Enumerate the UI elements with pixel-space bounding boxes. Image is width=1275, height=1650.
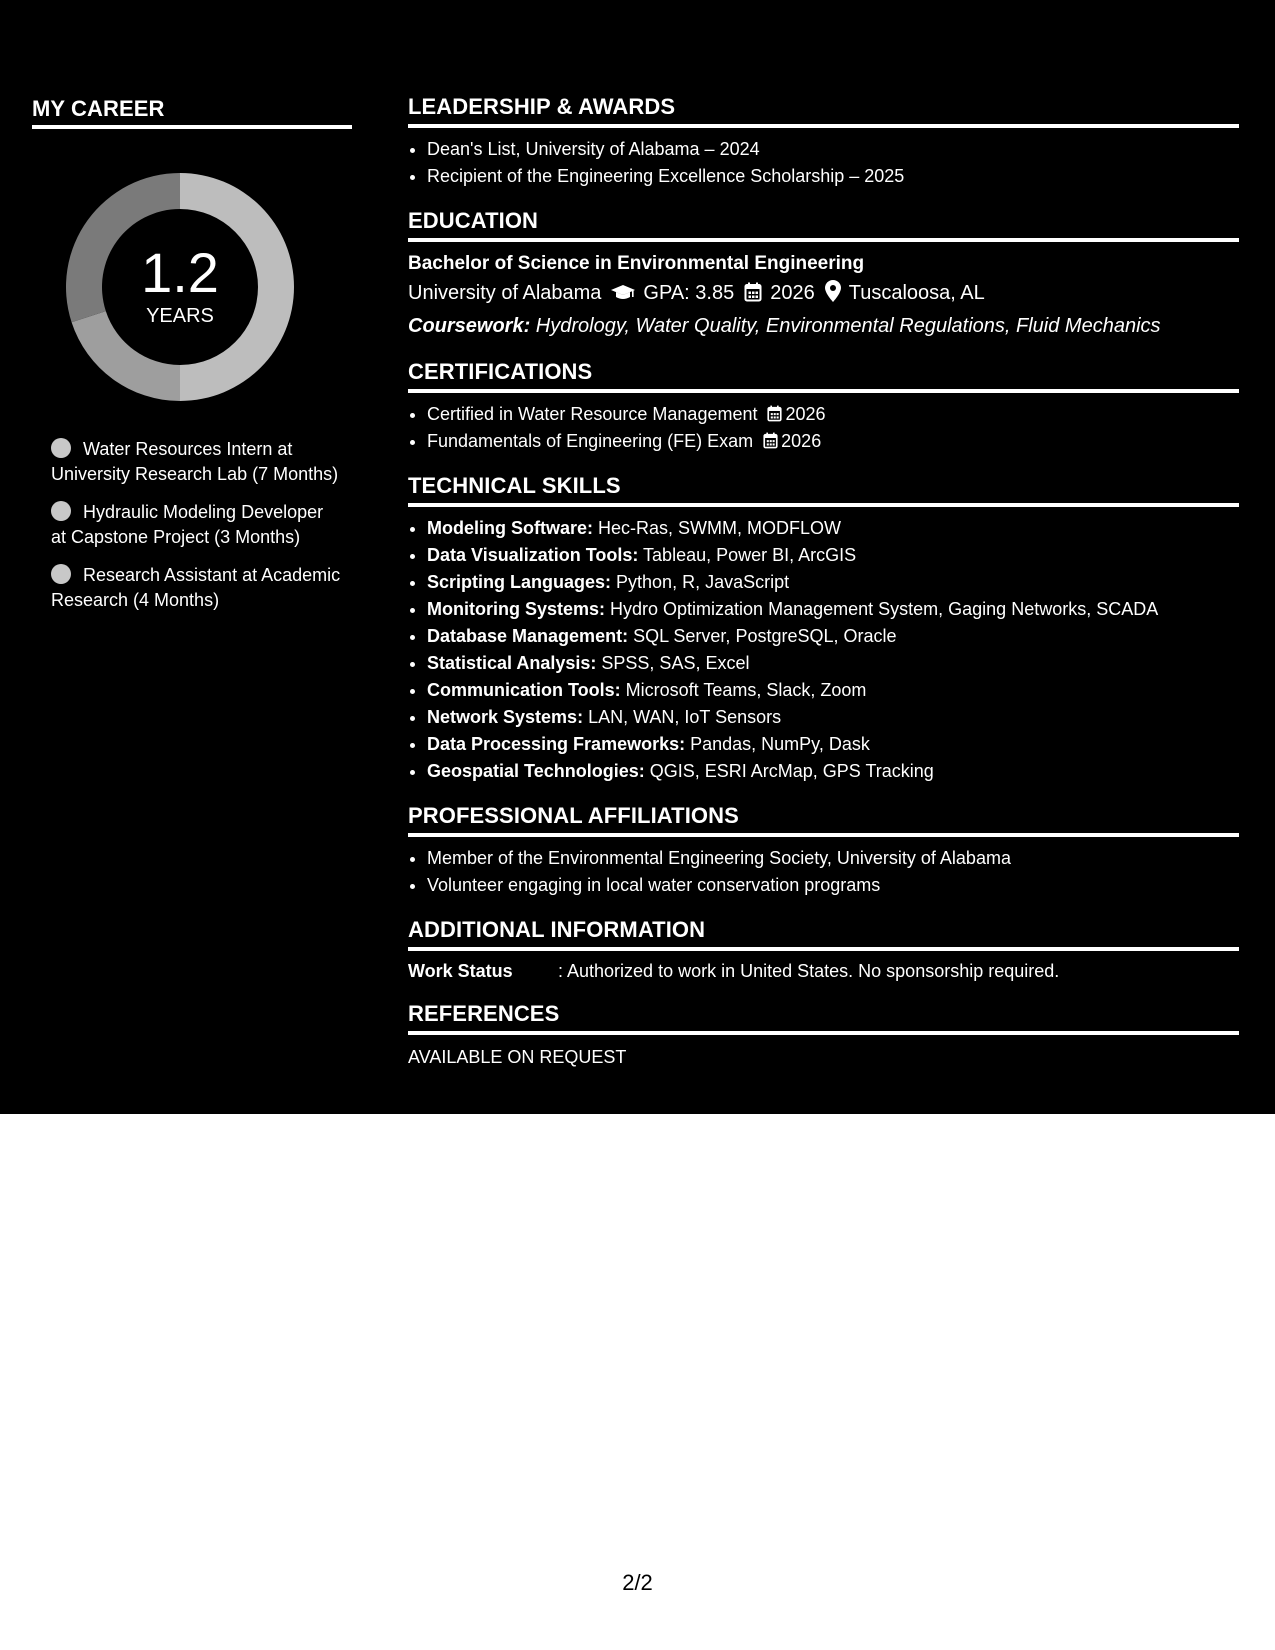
list-item: [427, 650, 1239, 677]
education-year: 2026: [770, 282, 815, 304]
references-text: AVAILABLE ON REQUEST: [408, 1047, 627, 1067]
education-degree: Bachelor of Science in Environmental Engineering: [408, 253, 865, 274]
list-item: [427, 623, 1239, 650]
career-years-donut: [66, 173, 294, 401]
awards-section: [408, 94, 1239, 190]
list-item: [427, 596, 1239, 623]
calendar-icon: [763, 432, 778, 449]
affiliations-section: [408, 803, 1239, 899]
education-gpa: GPA: 3.85: [643, 282, 735, 304]
skill-value: SQL Server, PostgreSQL, Oracle: [628, 626, 897, 646]
work-status-row: [408, 959, 1239, 983]
work-status-label: Work Status: [408, 961, 513, 981]
list-item: [427, 569, 1239, 596]
skill-value: Tableau, Power BI, ArcGIS: [638, 545, 857, 565]
career-years-value: 1.2: [141, 241, 219, 304]
skill-value: Microsoft Teams, Slack, Zoom: [620, 680, 867, 700]
skill-label: Network Systems:: [427, 707, 584, 727]
skill-label: Geospatial Technologies:: [427, 761, 645, 781]
skill-label: Modeling Software:: [427, 518, 593, 538]
certification-name: Fundamentals of Engineering (FE) Exam: [427, 431, 754, 451]
coursework-list: Hydrology, Water Quality, Environmental Regulations, Fluid Mechanics: [530, 315, 1161, 337]
career-item-text: Hydraulic Modeling Developer at Capstone Project (3 Months): [51, 502, 324, 547]
certification-date: [763, 431, 821, 451]
list-item: • Volunteer engaging in local water conservation programs: [427, 872, 1239, 899]
list-item: [427, 704, 1239, 731]
skill-label: Scripting Languages:: [427, 572, 612, 592]
references-heading: REFERENCES: [408, 1001, 1239, 1035]
list-item: [427, 542, 1239, 569]
skill-label: Data Visualization Tools:: [427, 545, 639, 565]
affiliations-heading: PROFESSIONAL AFFILIATIONS: [408, 803, 1239, 837]
calendar-icon: [767, 405, 782, 422]
location-pin-icon: [825, 280, 841, 311]
bullet-dot-icon: [51, 564, 71, 584]
skills-section: [408, 473, 1239, 785]
work-status-value: : Authorized to work in United States. No sponsorship required.: [558, 961, 1060, 981]
skill-label: Statistical Analysis:: [427, 653, 597, 673]
coursework-label: Coursework:: [408, 315, 531, 337]
career-heading: MY CAREER: [32, 96, 352, 129]
skills-heading: TECHNICAL SKILLS: [408, 473, 1239, 507]
list-item: [427, 731, 1239, 758]
skill-value: SPSS, SAS, Excel: [596, 653, 750, 673]
bullet-dot-icon: [51, 501, 71, 521]
additional-info-section: [408, 917, 1239, 983]
list-item: • Member of the Environmental Engineering Society, University of Alabama: [427, 845, 1239, 872]
career-list: [51, 437, 341, 612]
list-item: [427, 515, 1239, 542]
certifications-list: [408, 401, 1239, 455]
certification-date-text: 2026: [785, 404, 826, 424]
additional-info-heading: ADDITIONAL INFORMATION: [408, 917, 1239, 951]
awards-heading: LEADERSHIP & AWARDS: [408, 94, 1239, 128]
career-years-unit: YEARS: [146, 305, 214, 327]
career-item: [51, 563, 341, 612]
certifications-section: [408, 359, 1239, 455]
career-column: [32, 96, 352, 626]
education-location: Tuscaloosa, AL: [848, 282, 985, 304]
skill-label: Database Management:: [427, 626, 629, 646]
certification-date: [767, 404, 825, 424]
certifications-heading: CERTIFICATIONS: [408, 359, 1239, 393]
skills-list: [408, 515, 1239, 785]
graduation-cap-icon: [611, 281, 635, 311]
skill-label: Data Processing Frameworks:: [427, 734, 686, 754]
education-heading: EDUCATION: [408, 208, 1239, 242]
career-item: [51, 437, 341, 486]
list-item: [427, 677, 1239, 704]
list-item: [427, 401, 1239, 428]
skill-value: Pandas, NumPy, Dask: [685, 734, 870, 754]
skill-label: Communication Tools:: [427, 680, 621, 700]
skill-value: Hydro Optimization Management System, Gaging Networks, SCADA: [605, 599, 1159, 619]
skill-value: LAN, WAN, IoT Sensors: [583, 707, 782, 727]
awards-list: [408, 136, 1239, 190]
list-item: • Dean's List, University of Alabama – 2024: [427, 136, 1239, 163]
main-column: [408, 94, 1239, 1087]
certification-date-text: 2026: [781, 431, 822, 451]
page-number: 2/2: [622, 1570, 653, 1595]
list-item: [427, 428, 1239, 455]
career-item-text: Water Resources Intern at University Research Lab (7 Months): [51, 439, 339, 484]
career-item-text: Research Assistant at Academic Research (4 Months): [51, 565, 341, 610]
education-section: [408, 208, 1239, 341]
skill-value: Python, R, JavaScript: [611, 572, 790, 592]
list-item: [427, 758, 1239, 785]
skill-value: Hec-Ras, SWMM, MODFLOW: [593, 518, 841, 538]
list-item: • Recipient of the Engineering Excellence Scholarship – 2025: [427, 163, 1239, 190]
education-coursework: [408, 311, 1239, 341]
certification-name: Certified in Water Resource Management: [427, 404, 758, 424]
education-meta: [408, 278, 1239, 311]
skill-label: Monitoring Systems:: [427, 599, 606, 619]
career-item: [51, 500, 341, 549]
references-section: [408, 1001, 1239, 1069]
bullet-dot-icon: [51, 438, 71, 458]
education-school: University of Alabama: [408, 282, 602, 304]
calendar-icon: [744, 281, 762, 311]
affiliations-list: [408, 845, 1239, 899]
skill-value: QGIS, ESRI ArcMap, GPS Tracking: [644, 761, 934, 781]
